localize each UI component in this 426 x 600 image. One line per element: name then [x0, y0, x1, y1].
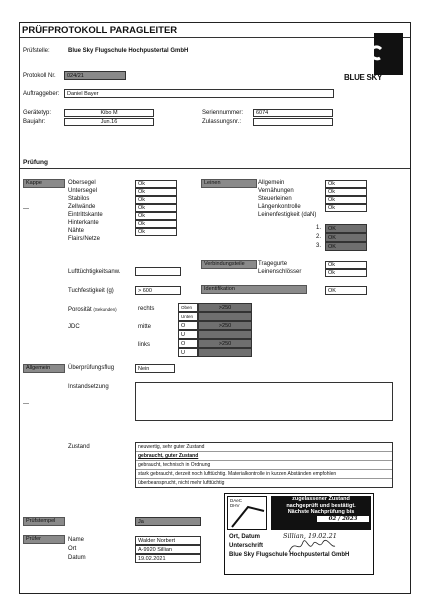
leinen-item-label: Allgemein	[258, 180, 285, 186]
kappe-item-label: Obersegel	[68, 180, 96, 186]
poro-side: O	[178, 339, 198, 348]
pruefer-ort-label: Ort	[68, 546, 77, 552]
dhv-emblem	[227, 496, 267, 530]
poro-value[interactable]	[198, 330, 252, 339]
pruefstelle-value: Blue Sky Flugschule Hochpustertal GmbH	[68, 48, 189, 54]
pruefer-name-label: Name	[68, 537, 85, 543]
kappe-item-label: Eintrittskante	[68, 212, 103, 218]
festigkeit-num: 2.	[316, 234, 322, 240]
kappe-item-label: Zellwände	[68, 204, 96, 210]
logo-text: BLUE SKY	[344, 73, 383, 82]
blue-sky-logo	[344, 33, 403, 85]
poro-value[interactable]: >250	[198, 321, 252, 330]
dhv-line2: DHV	[230, 503, 240, 508]
poro-side: Unten	[178, 312, 198, 321]
pruefstempel-header: Prüfstempel	[23, 517, 65, 526]
verbindung-item-value[interactable]: Ok	[325, 261, 367, 269]
stamp-company: Blue Sky Flugschule Hochpustertal GmbH	[229, 552, 350, 558]
pruefer-name-field[interactable]: Walder Norbert	[135, 536, 201, 545]
kappe-item-label: Untersegel	[68, 188, 98, 194]
geraetetyp-field[interactable]: Kibo M	[64, 109, 154, 117]
protocol-page	[19, 22, 411, 594]
kappe-item-value[interactable]: Ok	[135, 212, 177, 220]
kappe-item-value[interactable]: Ok	[135, 196, 177, 204]
stamp-line1: zugelassener Zustand	[292, 496, 350, 502]
festigkeit-value[interactable]: OK	[325, 242, 367, 251]
festigkeit-num: 1.	[316, 225, 322, 231]
pruefer-ort-field[interactable]: A-9920 Sillian	[135, 545, 201, 554]
leinen-item-label: Steuerleinen	[258, 196, 292, 202]
poro-value[interactable]	[198, 348, 252, 357]
seriennummer-field[interactable]: 6074	[253, 109, 333, 117]
festigkeit-value[interactable]: OK	[325, 224, 367, 233]
glider-icon	[228, 497, 268, 531]
baujahr-label: Baujahr:	[23, 119, 46, 125]
porositaet-label	[68, 306, 117, 314]
protokoll-label: Protokoll Nr.	[23, 73, 56, 79]
allgemein-dash: —	[23, 401, 29, 407]
dhv-line1: DAeC	[230, 498, 243, 503]
unterschrift-label: Unterschrift	[229, 543, 264, 549]
porositaet-unit: (Sekunden)	[93, 307, 117, 312]
poro-value[interactable]	[198, 312, 252, 321]
allgemein-header: Allgemein	[23, 364, 65, 373]
stamp-line2: nachgeprüft und bestätigt.	[286, 502, 356, 509]
lufttuechtigkeit-label: Lufttüchtigkeitsanw.	[68, 269, 121, 275]
leinen-item-label: Längenkontrolle	[258, 204, 301, 210]
leinen-item-value[interactable]: Ok	[325, 180, 367, 188]
poro-side: Oben	[178, 303, 198, 312]
jdc-label: JDC	[68, 324, 80, 330]
kappe-dash: —	[23, 206, 29, 212]
identifikation-header: Identifikation	[201, 285, 307, 294]
zulassung-field[interactable]	[253, 118, 333, 126]
baujahr-field[interactable]: Jun.16	[64, 118, 154, 126]
leinen-item-value[interactable]: Ok	[325, 196, 367, 204]
rechts-label: rechts	[138, 306, 155, 312]
leinen-header: Leinen	[201, 179, 257, 188]
kappe-item-label: Flairs/Netze	[68, 236, 101, 242]
poro-side: U	[178, 330, 198, 339]
kappe-item-label: Nähte	[68, 228, 85, 234]
auftraggeber-label: Auftraggeber:	[23, 91, 60, 97]
zustand-option-selected[interactable]: gebraucht, guter Zustand	[136, 452, 392, 461]
page-title: PRÜFPROTOKOLL PARAGLEITER	[22, 25, 178, 36]
verbindung-item-label: Tragegurte	[258, 261, 288, 267]
leinen-item-label: Vernähungen	[258, 188, 294, 194]
kappe-item-value[interactable]: Ok	[135, 220, 177, 228]
zulassung-label: Zulassungsnr.:	[202, 119, 242, 125]
lufttuechtigkeit-field[interactable]	[135, 267, 181, 276]
instandsetzung-field[interactable]	[135, 382, 393, 421]
pruefstelle-label: Prüfstelle:	[23, 48, 50, 54]
kappe-item-label: Hinterkante	[68, 220, 99, 226]
kappe-item-value[interactable]: Ok	[135, 228, 177, 236]
ueberpruefungsflug-field[interactable]: Nein	[135, 364, 175, 373]
pruefer-datum-label: Datum	[68, 555, 86, 561]
protokoll-field[interactable]: 024/21	[64, 71, 126, 80]
poro-value[interactable]: >250	[198, 339, 252, 348]
verbindung-item-value[interactable]: Ok	[325, 269, 367, 277]
poro-side: U	[178, 348, 198, 357]
ort-datum-label: Ort, Datum	[229, 534, 261, 540]
pruefer-datum-field[interactable]: 19.02.2021	[135, 554, 201, 563]
tuchfestigkeit-field[interactable]: > 600	[135, 286, 181, 295]
pruefung-section-title: Prüfung	[23, 159, 48, 166]
leinen-item-value[interactable]: Ok	[325, 204, 367, 212]
seriennummer-label: Seriennummer:	[202, 110, 244, 116]
zustand-option[interactable]: neuwertig, sehr guter Zustand	[136, 443, 392, 452]
leinen-item-label: Leinenfestigkeit (daN)	[258, 212, 317, 218]
poro-side: O	[178, 321, 198, 330]
identifikation-field[interactable]: OK	[325, 286, 367, 295]
poro-value[interactable]: >250	[198, 303, 252, 312]
verbindungsteile-header: Verbindungsteile	[201, 260, 257, 269]
zustand-option[interactable]: stark gebraucht, derzeit noch lufttüchtig. Materialkontrolle in kurzen Abständen empfohlen	[136, 470, 392, 479]
ort-datum-value: Sillian, 19.02.21	[283, 532, 337, 540]
geraetetyp-label: Gerätetyp:	[23, 110, 52, 116]
kappe-item-value[interactable]: Ok	[135, 180, 177, 188]
ueberpruefungsflug-label: Überprüfungsflug	[68, 365, 115, 371]
auftraggeber-field[interactable]: Daniel Bayer	[64, 89, 334, 98]
tuchfestigkeit-label: Tuchfestigkeit (g)	[68, 288, 114, 294]
mitte-label: mitte	[138, 324, 152, 330]
pruefung-divider	[20, 168, 410, 169]
stamp-next-date: 02 / 2023	[317, 516, 369, 523]
zustand-option[interactable]: überbeansprucht, nicht mehr lufttüchtig	[138, 480, 225, 486]
kappe-header: Kappe	[23, 179, 65, 188]
pruefer-header: Prüfer	[23, 535, 65, 544]
festigkeit-value[interactable]: OK	[325, 233, 367, 242]
stamp-line3: Nächste Nachprüfung bis	[287, 509, 355, 515]
instandsetzung-label: Instandsetzung	[68, 384, 109, 390]
zustand-options-box	[135, 442, 393, 488]
stamp-header	[271, 496, 371, 530]
leinen-item-value[interactable]: Ok	[325, 188, 367, 196]
zustand-option[interactable]: gebraucht, technisch in Ordnung	[136, 461, 392, 470]
certification-stamp	[224, 493, 374, 575]
verbindung-item-label: Leinenschlösser	[258, 269, 302, 275]
pruefstempel-field[interactable]: Ja	[135, 517, 201, 526]
kappe-item-label: Stabilos	[68, 196, 90, 202]
porositaet-text: Porosität	[68, 307, 92, 313]
festigkeit-num: 3.	[316, 243, 322, 249]
kappe-item-value[interactable]: Ok	[135, 204, 177, 212]
links-label: links	[138, 342, 151, 348]
kappe-item-value[interactable]: Ok	[135, 188, 177, 196]
zustand-label: Zustand	[68, 444, 90, 450]
